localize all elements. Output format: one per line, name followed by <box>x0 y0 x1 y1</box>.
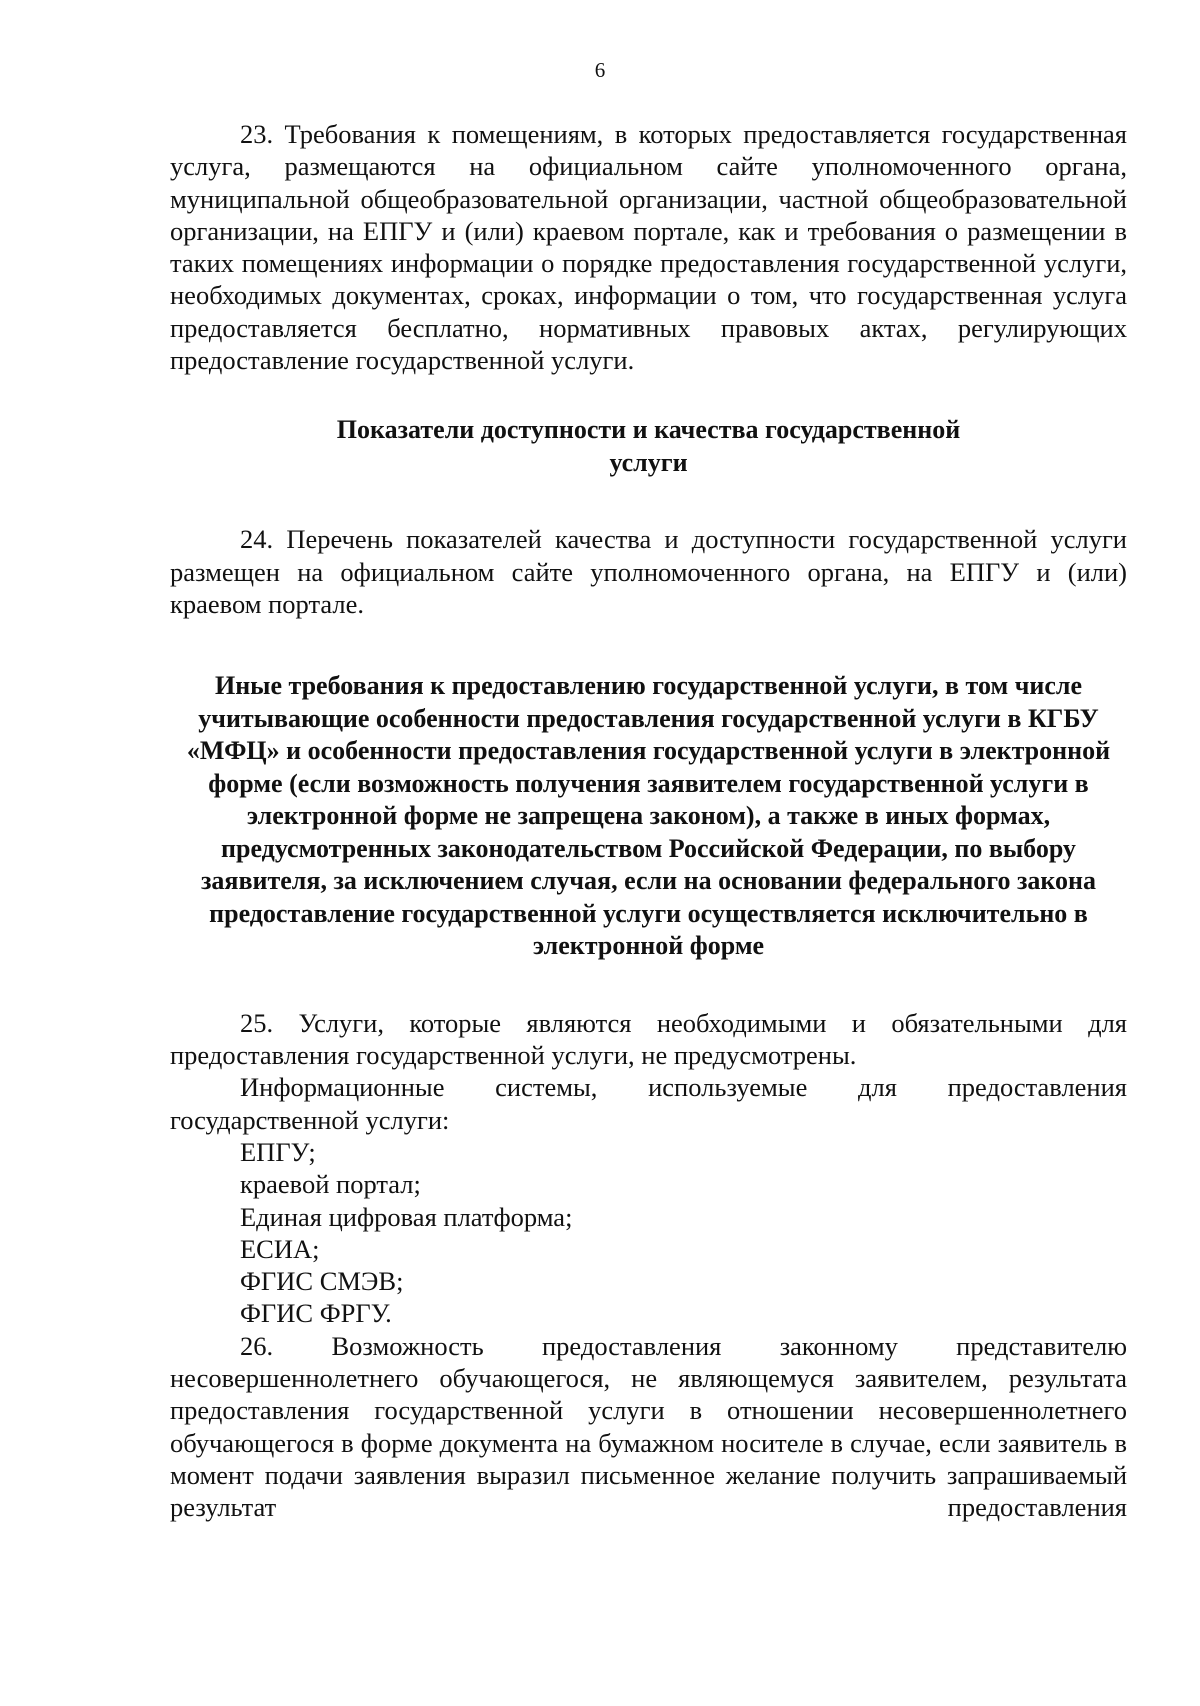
document-body <box>170 118 1127 1524</box>
paragraph-26: 26. Возможность предоставления законному представителю несовершеннолетнего обучающегося, не являющемуся заявителем, результата предоставления государственной услуги в отношении несовершеннолетнего обучающегося в форме документа на бумажном носителе в случае, если заявитель в момент подачи заявления выразил письменное желание получить запрашиваемый результат предоставления <box>170 1330 1127 1523</box>
paragraph-23: 23. Требования к помещениям, в которых предоставляется государственная услуга, размещаются на официальном сайте уполномоченного органа, муниципальной общеобразовательной организации, частной общеобразовательной организации, на ЕПГУ и (или) краевом портале, как и требования о размещении в таких помещениях информации о порядке предоставления государственной услуги, необходимых документах, сроках, информации о том, что государственная услуга предоставляется бесплатно, нормативных правовых актах, регулирующих предоставление государственной услуги. <box>170 119 1127 376</box>
heading-other-requirements <box>170 670 1127 963</box>
paragraph-24: 24. Перечень показателей качества и доступности государственной услуги размещен на официальном сайте уполномоченного органа, на ЕПГУ и (или) краевом портале. <box>170 524 1127 619</box>
heading-accessibility-quality <box>170 414 1127 479</box>
heading-accessibility-quality-text: Показатели доступности и качества государственной услуги <box>336 415 961 477</box>
heading-other-requirements-text: Иные требования к предоставлению государственной услуги, в том числе учитывающие особенности предоставления государственной услуги в КГБУ «МФЦ» и особенности предоставления государственной услуги в электронной форме (если возможность получения заявителем государственной услуги в электронной форме не запрещена законом), а также в иных формах, предусмотренных законодательством Российской Федерации, по выбору заявителя, за исключением случая, если на основании федерального закона предоставление государственной услуги осуществляется исключительно в электронной форме <box>186 671 1111 961</box>
paragraph-25: 25. Услуги, которые являются необходимыми и обязательными для предоставления государственной услуги, не предусмотрены. <box>170 1007 1127 1071</box>
list-item: Единая цифровая платформа; <box>240 1201 573 1232</box>
info-systems-intro: Информационные системы, используемые для предоставления государственной услуги: <box>170 1072 1127 1135</box>
list-item: ЕПГУ; <box>240 1136 316 1167</box>
info-systems-list <box>170 1136 1127 1330</box>
page-number: 6 <box>594 58 606 82</box>
list-item: ЕСИА; <box>240 1233 320 1264</box>
list-item: ФГИС ФРГУ. <box>240 1298 392 1329</box>
list-item: ФГИС СМЭВ; <box>240 1266 404 1297</box>
list-item: краевой портал; <box>240 1169 421 1200</box>
